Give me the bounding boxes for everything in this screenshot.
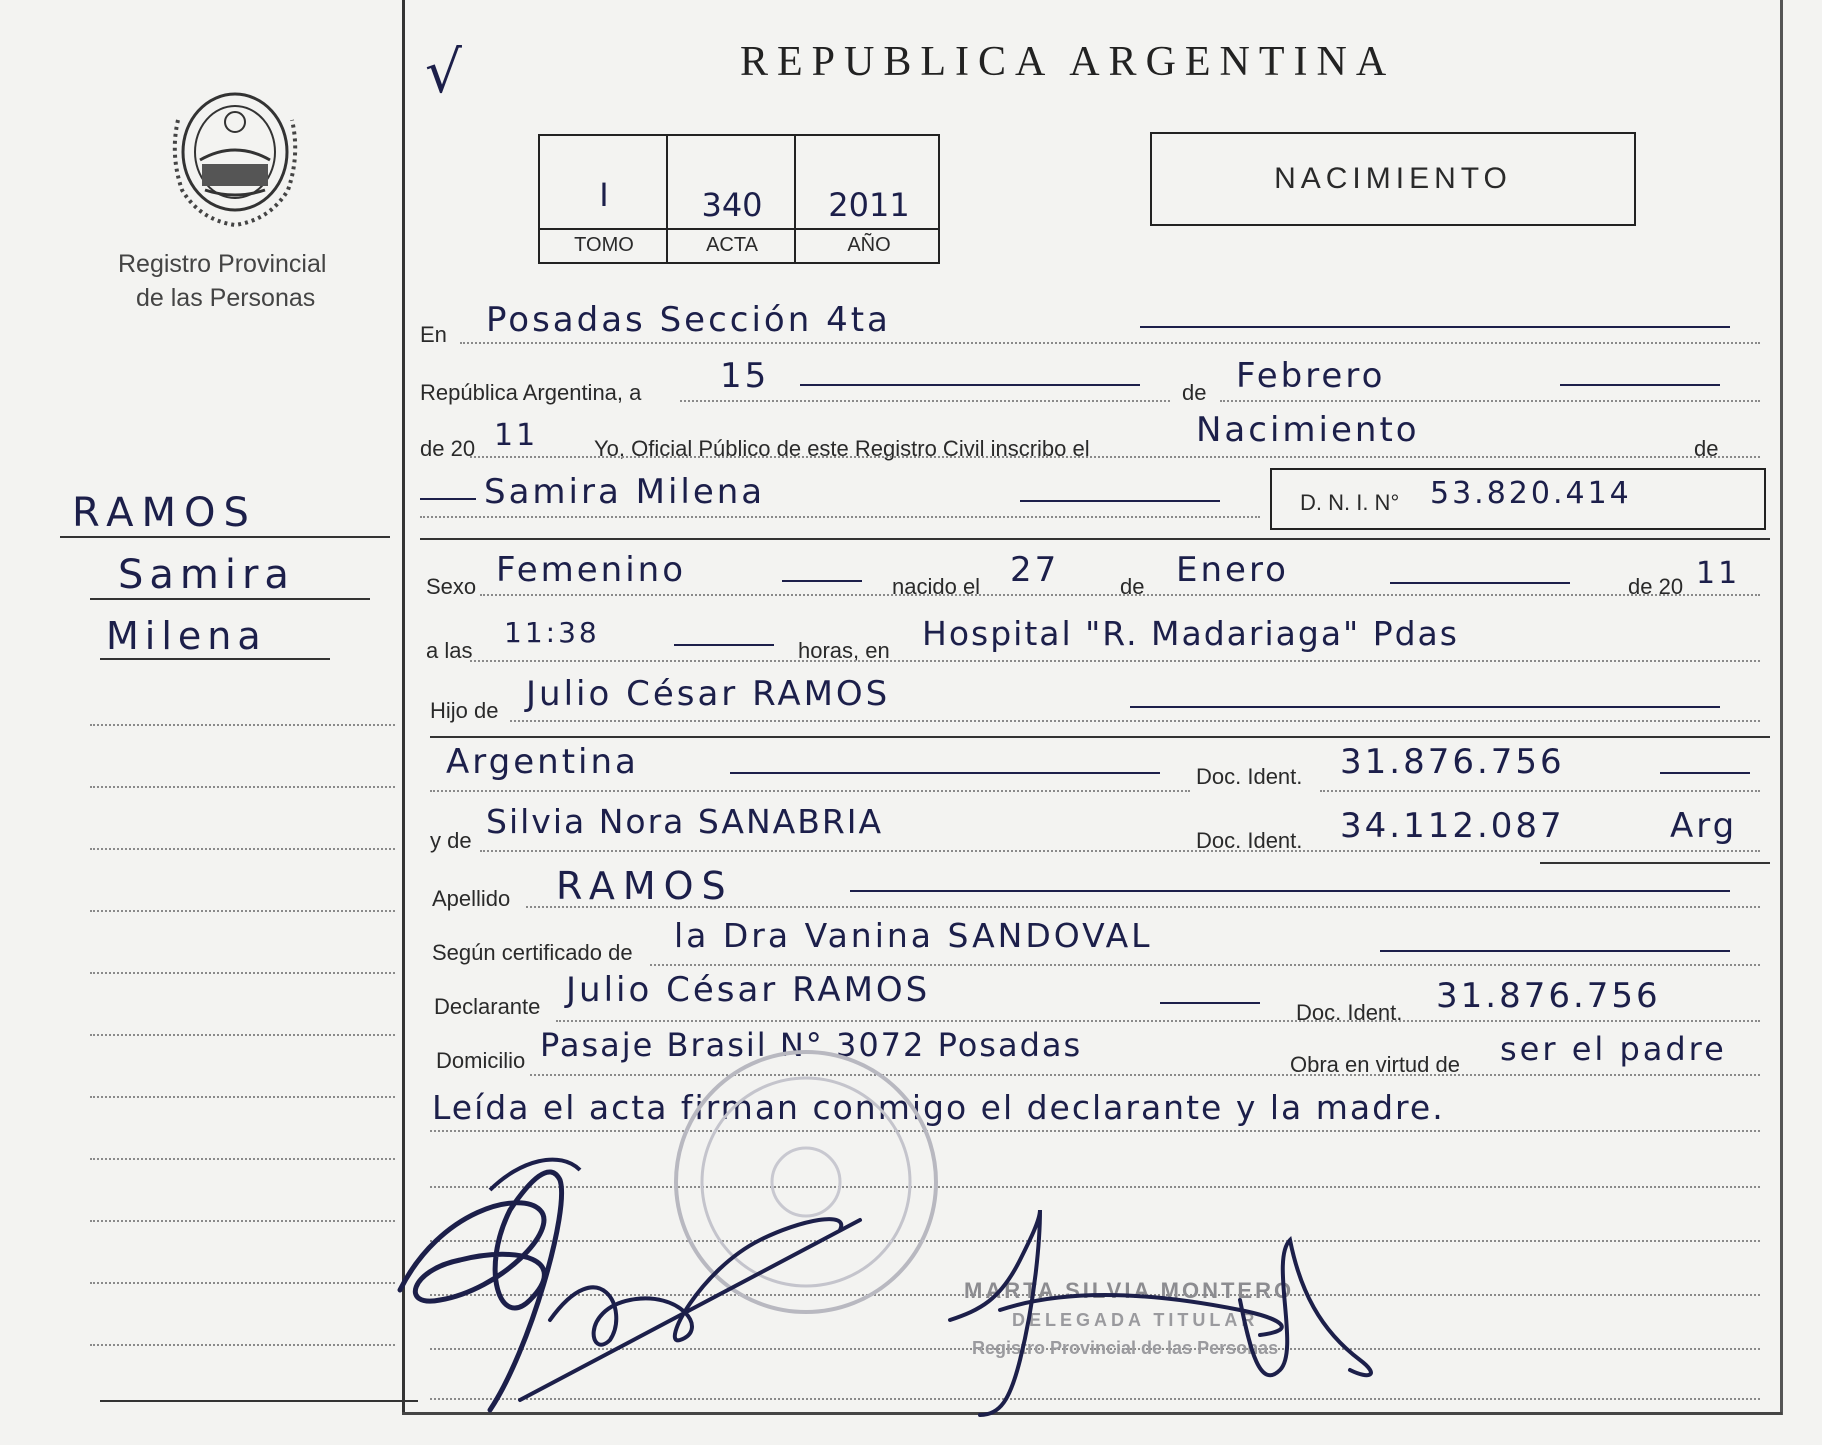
registry-name-line1: Registro Provincial bbox=[118, 250, 327, 278]
dni-value: 53.820.414 bbox=[1430, 476, 1632, 511]
de-label: de bbox=[1182, 380, 1207, 405]
horas-label: horas, en bbox=[798, 638, 890, 663]
en-value: Posadas Sección 4ta bbox=[486, 300, 891, 340]
hour-value: 11:38 bbox=[504, 616, 600, 649]
father-value: Julio César RAMOS bbox=[526, 674, 891, 714]
stamp-role: DELEGADA TITULAR bbox=[1012, 1310, 1259, 1330]
child-name-value: Samira Milena bbox=[484, 472, 766, 512]
seal-emblem-icon bbox=[160, 80, 310, 230]
stamp-name: MARTA SILVIA MONTERO bbox=[964, 1278, 1295, 1303]
record-number-table bbox=[538, 134, 940, 264]
officer-signature bbox=[940, 1200, 1420, 1420]
domicilio-label: Domicilio bbox=[436, 1048, 526, 1073]
segun-value: la Dra Vanina SANDOVAL bbox=[674, 916, 1153, 955]
anio-value: 2011 bbox=[828, 186, 910, 224]
margin-second-name: Milena bbox=[106, 614, 267, 658]
hijo-label: Hijo de bbox=[430, 698, 499, 723]
year-suffix-value: 11 bbox=[494, 418, 539, 453]
dni-box bbox=[1270, 468, 1766, 530]
tomo-label: TOMO bbox=[574, 234, 634, 256]
declarante-doc-value: 31.876.756 bbox=[1436, 976, 1661, 1016]
margin-first-name: Samira bbox=[118, 552, 295, 598]
domicilio-value: Pasaje Brasil N° 3072 Posadas bbox=[540, 1026, 1083, 1064]
sexo-value: Femenino bbox=[496, 550, 686, 590]
doc-ident-label-2: Doc. Ident. bbox=[1196, 828, 1303, 853]
doc-ident-label: Doc. Ident. bbox=[1196, 764, 1303, 789]
stamp-organization: Registro Provincial de las Personas bbox=[972, 1338, 1279, 1358]
inscribe-value: Nacimiento bbox=[1196, 410, 1420, 450]
acta-label: ACTA bbox=[706, 234, 758, 256]
month-value: Febrero bbox=[1236, 356, 1386, 396]
mother-nationality-value: Arg bbox=[1670, 806, 1738, 846]
mother-value: Silvia Nora SANABRIA bbox=[486, 802, 884, 841]
tomo-value: I bbox=[599, 176, 609, 214]
declarant-signature bbox=[380, 1150, 900, 1420]
birth-month-value: Enero bbox=[1176, 550, 1289, 590]
dni-label: D. N. I. N° bbox=[1300, 490, 1400, 515]
margin-surname: RAMOS bbox=[72, 490, 257, 536]
sexo-label: Sexo bbox=[426, 574, 477, 599]
day-value: 15 bbox=[720, 356, 770, 396]
year-prefix-label: de 20 bbox=[420, 436, 476, 461]
province-seal bbox=[160, 80, 310, 230]
mother-doc-value: 34.112.087 bbox=[1340, 806, 1565, 846]
obra-value: ser el padre bbox=[1500, 1030, 1727, 1068]
right-border bbox=[1780, 0, 1783, 1415]
doc-ident-label-3: Doc. Ident. bbox=[1296, 1000, 1403, 1025]
nacido-label: nacido el bbox=[892, 574, 981, 599]
a-las-label: a las bbox=[426, 638, 473, 663]
en-label: En bbox=[420, 322, 447, 347]
record-type: NACIMIENTO bbox=[1274, 162, 1512, 195]
republica-label: República Argentina, a bbox=[420, 380, 642, 405]
place-value: Hospital "R. Madariaga" Pdas bbox=[922, 614, 1459, 653]
declarante-label: Declarante bbox=[434, 994, 541, 1019]
apellido-label: Apellido bbox=[432, 886, 511, 911]
obra-label: Obra en virtud de bbox=[1290, 1052, 1460, 1077]
segun-label: Según certificado de bbox=[432, 940, 633, 965]
anio-label: AÑO bbox=[847, 234, 891, 256]
signature-1-icon bbox=[380, 1150, 900, 1420]
y-de-label: y de bbox=[430, 828, 472, 853]
declarante-value: Julio César RAMOS bbox=[566, 970, 931, 1010]
birth-day-value: 27 bbox=[1010, 550, 1060, 590]
de-label-2: de bbox=[1694, 436, 1719, 461]
acta-value: 340 bbox=[701, 186, 763, 224]
check-mark: √ bbox=[425, 38, 465, 106]
closing-value: Leída el acta firman conmigo el declarante y la madre. bbox=[432, 1088, 1445, 1127]
signature-2-icon bbox=[940, 1200, 1420, 1420]
father-nationality-value: Argentina bbox=[446, 742, 639, 782]
country-title: REPUBLICA ARGENTINA bbox=[740, 39, 1396, 85]
de-label-3: de bbox=[1120, 574, 1145, 599]
de20-label: de 20 bbox=[1628, 574, 1684, 599]
record-type-box bbox=[1150, 132, 1636, 226]
inscribe-label: Yo, Oficial Público de este Registro Civil inscribo el bbox=[594, 436, 1090, 461]
registry-name-line2: de las Personas bbox=[136, 284, 316, 312]
birth-year-value: 11 bbox=[1696, 556, 1741, 591]
apellido-value: RAMOS bbox=[556, 864, 734, 908]
father-doc-value: 31.876.756 bbox=[1340, 742, 1565, 782]
